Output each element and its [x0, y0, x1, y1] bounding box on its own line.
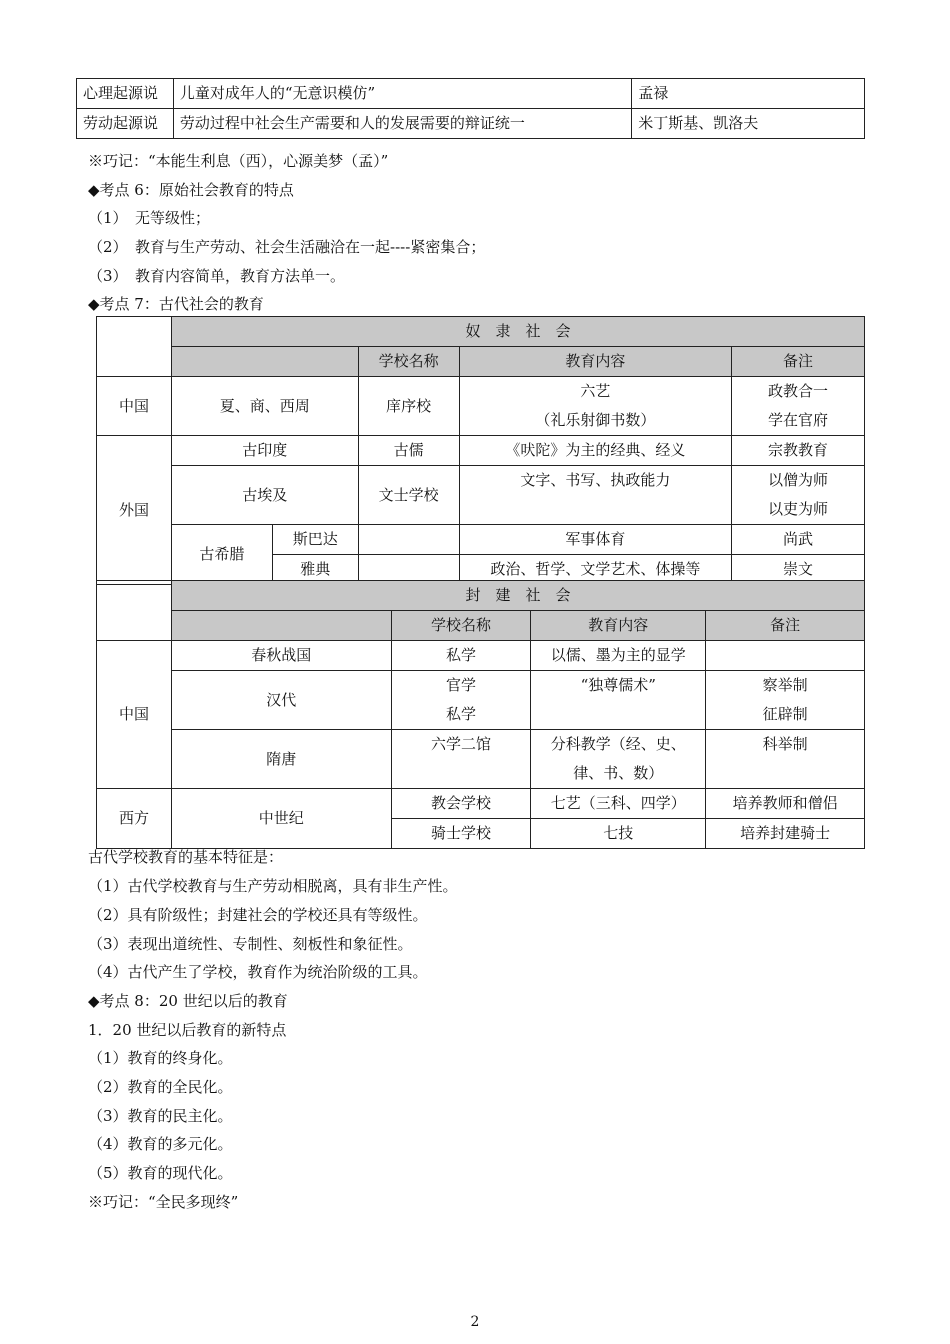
feature-item-4: （4）古代产生了学校，教育作为统治阶级的工具。 [88, 963, 428, 981]
table-row [97, 525, 865, 555]
table-row [77, 109, 865, 139]
subregion-cell: 斯巴达 [272, 525, 358, 555]
school-cell: 文士学校 [358, 466, 459, 525]
region-label: 中国 [97, 377, 172, 436]
content-cell [531, 730, 706, 789]
theory-name: 心理起源说 [77, 79, 174, 109]
note-cell: 培养教师和僧侣 [706, 789, 865, 819]
content-line: 分科教学（经、史、 [550, 735, 686, 753]
content-cell [459, 377, 732, 436]
table-row [97, 641, 865, 671]
content-cell: 政治、哲学、文学艺术、体操等 [459, 555, 732, 585]
origin-theory-table [76, 78, 865, 139]
theory-person: 孟禄 [632, 79, 865, 109]
table-row [97, 436, 865, 466]
content-cell: 军事体育 [459, 525, 732, 555]
feudal-society-table [96, 580, 865, 849]
period-cell: 古埃及 [171, 466, 358, 525]
note-line: 学在官府 [768, 411, 829, 429]
kp7-title: ◆考点 7：古代社会的教育 [88, 295, 264, 313]
period-cell: 隋唐 [171, 730, 391, 789]
mnemonic-1: ※巧记：“本能生利息（西），心源美梦（孟）” [88, 152, 389, 170]
content-cell: 七艺（三科、四学） [531, 789, 706, 819]
school-cell: 骑士学校 [391, 819, 531, 849]
kp8-item-1: （1）教育的终身化。 [88, 1049, 233, 1067]
slave-society-table [96, 316, 865, 585]
school-cell: 六学二馆 [391, 730, 531, 789]
content-cell: 七技 [531, 819, 706, 849]
theory-content: 儿童对成年人的“无意识模仿” [173, 79, 631, 109]
note-cell: 尚武 [732, 525, 865, 555]
col-content: 教育内容 [459, 347, 732, 377]
kp6-item-1: （1） 无等级性； [88, 209, 211, 227]
school-cell [391, 671, 531, 730]
period-cell: 古印度 [171, 436, 358, 466]
period-cell: 夏、商、西周 [171, 377, 358, 436]
corner-cell [97, 317, 172, 377]
note-cell [706, 671, 865, 730]
region-label: 外国 [97, 436, 172, 585]
mnemonic-2: ※巧记：“全民多现终” [88, 1193, 239, 1211]
period-cell: 春秋战国 [171, 641, 391, 671]
col-content: 教育内容 [531, 611, 706, 641]
kp6-title: ◆考点 6：原始社会教育的特点 [88, 181, 294, 199]
content-cell: 以儒、墨为主的显学 [531, 641, 706, 671]
kp8-item-2: （2）教育的全民化。 [88, 1078, 233, 1096]
content-line: 六艺 [580, 382, 611, 400]
subregion-cell: 雅典 [272, 555, 358, 585]
blank-header [171, 611, 391, 641]
note-cell: 宗教教育 [732, 436, 865, 466]
period-cell: 汉代 [171, 671, 391, 730]
note-cell [732, 466, 865, 525]
note-cell [706, 641, 865, 671]
school-line: 私学 [445, 705, 476, 723]
page-number: 2 [470, 1314, 480, 1330]
period-cell: 中世纪 [171, 789, 391, 849]
note-cell: 崇文 [732, 555, 865, 585]
col-school: 学校名称 [391, 611, 531, 641]
theory-name: 劳动起源说 [77, 109, 174, 139]
school-cell [358, 525, 459, 555]
content-line: 律、书、数） [573, 764, 664, 782]
table-row [97, 730, 865, 789]
feature-item-3: （3）表现出道统性、专制性、刻板性和象征性。 [88, 935, 413, 953]
note-line: 政教合一 [768, 382, 829, 400]
table-row [97, 466, 865, 525]
content-cell: “独尊儒术” [531, 671, 706, 730]
feature-item-1: （1）古代学校教育与生产劳动相脱离，具有非生产性。 [88, 877, 458, 895]
note-cell [732, 377, 865, 436]
note-line: 以吏为师 [768, 500, 829, 518]
slave-header: 奴 隶 社 会 [171, 317, 864, 347]
region-label: 中国 [97, 641, 172, 789]
kp8-title: ◆考点 8：20 世纪以后的教育 [88, 992, 288, 1010]
content-line: （礼乐射御书数） [535, 411, 656, 429]
table-row [77, 79, 865, 109]
theory-person: 米丁斯基、凯洛夫 [632, 109, 865, 139]
theory-content: 劳动过程中社会生产需要和人的发展需要的辩证统一 [173, 109, 631, 139]
note-cell: 科举制 [706, 730, 865, 789]
school-line: 官学 [445, 676, 476, 694]
col-school: 学校名称 [358, 347, 459, 377]
col-note: 备注 [706, 611, 865, 641]
feudal-header: 封 建 社 会 [171, 581, 864, 611]
kp8-item-5: （5）教育的现代化。 [88, 1164, 233, 1182]
kp8-subtitle: 1．20 世纪以后教育的新特点 [88, 1021, 287, 1039]
note-line: 察举制 [762, 676, 808, 694]
content-cell: 文字、书写、执政能力 [459, 466, 732, 525]
school-cell: 庠序校 [358, 377, 459, 436]
table-row [97, 671, 865, 730]
school-cell: 教会学校 [391, 789, 531, 819]
table-row [97, 377, 865, 436]
period-cell: 古希腊 [171, 525, 272, 585]
note-line: 以僧为师 [768, 471, 829, 489]
table-row [97, 789, 865, 819]
blank-header [171, 347, 358, 377]
corner-cell [97, 581, 172, 641]
kp8-item-3: （3）教育的民主化。 [88, 1107, 233, 1125]
feature-item-2: （2）具有阶级性；封建社会的学校还具有等级性。 [88, 906, 428, 924]
features-title: 古代学校教育的基本特征是： [88, 848, 284, 866]
kp6-item-3: （3） 教育内容简单，教育方法单一。 [88, 267, 346, 285]
col-note: 备注 [732, 347, 865, 377]
kp8-item-4: （4）教育的多元化。 [88, 1135, 233, 1153]
note-cell: 培养封建骑士 [706, 819, 865, 849]
school-cell: 私学 [391, 641, 531, 671]
region-label: 西方 [97, 789, 172, 849]
note-line: 征辟制 [762, 705, 808, 723]
content-cell: 《吠陀》为主的经典、经义 [459, 436, 732, 466]
kp6-item-2: （2） 教育与生产劳动、社会生活融洽在一起----紧密集合； [88, 238, 486, 256]
school-cell: 古儒 [358, 436, 459, 466]
